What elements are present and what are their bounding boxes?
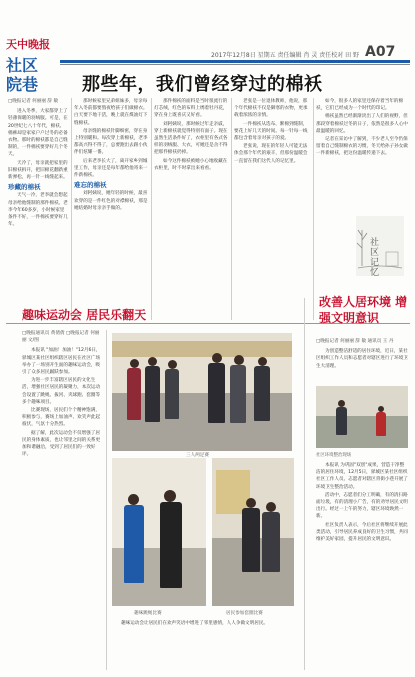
article-column-1	[8, 98, 68, 320]
person	[127, 368, 141, 420]
person	[208, 363, 225, 423]
person	[124, 505, 144, 583]
header-rule	[60, 60, 410, 63]
newspaper-logo: 天中晚报	[6, 38, 50, 51]
photo-caption: 居民参加套圈比赛	[226, 611, 263, 616]
environment-article-text	[316, 462, 408, 672]
photo-three-legged-race	[112, 333, 292, 451]
paragraph: 刘阿姨说，她年轻的时候，最喜欢穿的是一件红色的对襟棉袄，那是她结婚时母亲亲手做的。	[74, 191, 148, 211]
person	[262, 512, 280, 572]
person-head	[164, 490, 176, 502]
person-head	[246, 498, 256, 508]
person	[376, 412, 386, 436]
paragraph: 社区负责人表示，今后社区将继续开展此类活动，引导居民养成良好的卫生习惯，共同维护美好家园，提升居民的文明意识。	[316, 522, 408, 543]
building-band	[112, 341, 292, 357]
issue-meta: 2017年12月8日 星期五 责任编辑 肖 灵 责任校对 田 野	[211, 52, 360, 59]
event-article-text	[22, 330, 102, 668]
environment-article-intro	[316, 338, 408, 388]
paragraph: 为进一步丰富辖区居民的文化生活，增强社区居民的凝聚力，本次运动会设置了跳绳、拔河、夹球跑、套圈等多个趣味项目。	[22, 378, 101, 405]
person	[336, 407, 347, 435]
paragraph: 后来老李长大了，离开家乡到城里工作，母亲还是每年都给他寄来一件新棉袄。	[74, 158, 148, 179]
person	[145, 366, 160, 422]
sketch-caption: 社区记忆	[370, 238, 380, 278]
column-divider	[71, 98, 72, 320]
paragraph: 一件棉袄从选布、絮棉到缝制，要花上好几天的时间。每一针每一线都包含着母亲对孩子的爱。	[234, 121, 308, 142]
photo-caption: 趣味跳绳比赛	[134, 611, 162, 616]
article-column-3	[154, 98, 228, 320]
person	[160, 502, 182, 588]
paragraph: 那时候家里兄弟姐妹多，母亲每年入冬前都要熬夜给孩子们做棉衣。白天要下地干活，晚上就在煤油灯下缝棉袄。	[74, 99, 148, 126]
person-head	[258, 357, 267, 366]
article-byline: □晚报记者 何丽丽 辞 敏	[8, 99, 59, 104]
paragraph: 据了解，此次运动会不仅增强了居民的身体素质，也让邻里之间的关系更加和谐融洽，受到了居民们的一致好评。	[22, 430, 101, 458]
main-headline: 那些年，我们曾经穿过的棉袄	[82, 74, 323, 95]
paragraph: 天冷了，母亲就把家里的旧棉袄拆开，把旧棉花翻新重新弹松，再一针一线缝起来。	[8, 160, 68, 181]
photo-jump-rope	[112, 458, 206, 606]
person-head	[128, 494, 139, 505]
paragraph: 记者在采访中了解到，不少老人至今仍保留着自己缝制棉衣的习惯，冬天给孙子孙女做一件新棉袄，把这份温暖传递下去。	[316, 137, 408, 157]
photo-ground	[316, 416, 408, 448]
subheading: 难忘的棉袄	[74, 181, 107, 190]
person-head	[168, 360, 177, 369]
article-byline: □晚报通讯员 黄倩倩 □晚报记者 何丽丽 文/图	[22, 331, 100, 344]
article-column-2	[74, 98, 148, 320]
event-article-footer	[112, 620, 294, 672]
paragraph: 比赛现场，居民们个个精神饱满，积极参与，赛场上加油声、欢笑声此起彼伏，气氛十分热烈。	[22, 408, 101, 428]
article-byline: □晚报记者 何丽丽 辞 敏 通讯员 王 丹	[316, 339, 394, 344]
paragraph: 母亲缝的棉袄针脚细密，穿在身上特别暖和。每次穿上新棉袄，老李都高兴得不得了，总要跑出去跟小伙伴们炫耀一番。	[74, 128, 148, 156]
person	[230, 365, 246, 423]
person	[254, 366, 270, 421]
person-head	[266, 502, 276, 512]
section-title: 社区院巷	[6, 56, 39, 94]
environment-article-title: 改善人居环境 增强文明意识	[319, 295, 408, 325]
person	[165, 369, 179, 419]
paragraph: 活动中，志愿者们分工明确，有的清扫路面垃圾，有的清理小广告，有的劝导居民文明出行。经过一上午的努力，辖区环境焕然一新。	[316, 492, 408, 520]
article-column-4	[234, 98, 310, 320]
column-divider	[304, 298, 305, 670]
subheading: 珍藏的棉袄	[8, 183, 41, 192]
header-rule-thin	[60, 64, 410, 65]
article-column-5	[316, 98, 408, 320]
masthead	[6, 36, 52, 94]
person-head	[148, 357, 157, 366]
paragraph: 为创造整洁舒适的居住环境，近日，某社区组织工作人员和志愿者对辖区进行了环境卫生大清理。	[316, 349, 408, 369]
person-head	[234, 355, 244, 365]
paragraph: 棉袄虽然已经渐渐淡出了人们的视野，但那段穿着棉袄过冬的日子，依然是很多人心中最温暖的回忆。	[316, 114, 408, 134]
paragraph: 天气一冷，老李就会想起母亲给他缝制的那件棉袄。老李今年60多岁，小时候家里条件不好，一件棉袄要穿好几年。	[8, 193, 68, 228]
column-divider	[151, 98, 152, 320]
paragraph: 刘阿姨说，那时候过年走亲戚，穿上新棉袄就觉得特别有面子。现在虽然生活条件好了，衣柜里有各式各样的羽绒服、大衣，可她还是舍不得把那件棉袄扔掉。	[154, 121, 228, 156]
event-article-title: 趣味运动会 居民乐翻天	[22, 308, 147, 322]
person-head	[212, 353, 222, 363]
column-divider	[231, 98, 232, 320]
paragraph: 如今这件棉袄被她小心地收藏在衣柜里，时不时拿出来看看。	[154, 158, 228, 171]
photo-caption: 社区环境整治现场	[316, 453, 352, 458]
paragraph: 那件棉袄的面料是当时很流行的灯芯绒，红色的布料上绣着牡丹花，穿在身上既喜庆又好看。	[154, 99, 228, 119]
photo-ring-toss	[212, 458, 294, 606]
paragraph: 如今，很多人的家里还保存着当年的棉袄，它们已经成为一个时代的印记。	[316, 99, 404, 112]
person	[242, 508, 260, 572]
page-number: A07	[365, 44, 396, 60]
paragraph: 老张说，现在的年轻人可能无法体会那个年代的艰辛，但那份温暖会一直留在我们这代人的记忆里。	[234, 144, 308, 164]
person-head	[338, 400, 345, 407]
photo-caption: 三人两足赛	[186, 453, 209, 458]
column-divider	[313, 98, 314, 320]
person-head	[130, 359, 139, 368]
paragraph: 老张是一位退休教师，他说，那个年代棉袄不仅是御寒的衣物，更承载着浓浓的亲情。	[234, 99, 308, 119]
paragraph: 进入冬季，大家都穿上了轻薄保暖的羽绒服。可是，在20世纪七八十年代，棉袄、棉裤却是家家户户过冬的必备衣物。那时的棉袄都是自己缝制的，一件棉袄要穿好几个冬天。	[8, 109, 68, 158]
paragraph: 本报讯 "加油！加油！"12月6日，驿城区某社区组织辖区居民在社区广场举办了一场别开生面的趣味运动会，吸引了众多居民踊跃参加。	[22, 348, 101, 376]
paragraph: 本报讯 为巩固"双创"成果，营造干净整洁的居住环境，12月5日，驿城区某社区组织社区工作人员、志愿者对辖区背街小巷开展了环境卫生整治活动。	[316, 463, 408, 490]
paragraph: 趣味运动会让居民们在欢声笑语中增进了邻里感情，人人争做文明居民。	[121, 621, 269, 626]
column-divider	[106, 330, 107, 670]
photo-background	[316, 386, 408, 416]
photo-cleanup	[316, 386, 408, 448]
